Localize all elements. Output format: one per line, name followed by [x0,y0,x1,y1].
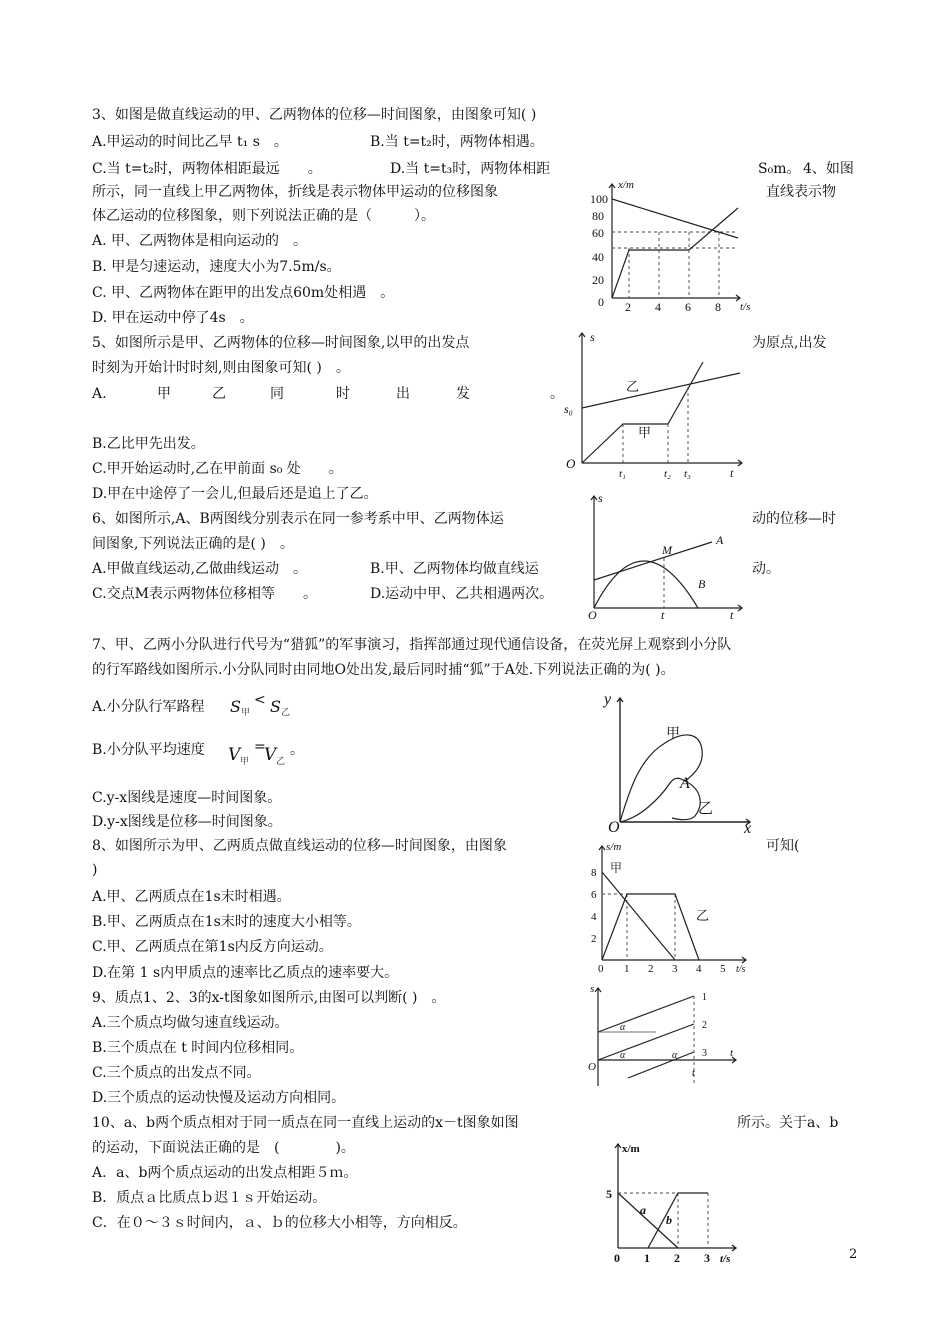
q4-ylabel: x/m [618,179,634,191]
q7-origin: O [608,819,620,834]
q9-t-mark: t [692,1068,695,1079]
q7-label-A: A [680,775,690,792]
q6-stem-right: 动的位移—时 [752,511,836,527]
q10-stem-left: 10、a、b两个质点相对于同一质点在同一直线上运动的x－t图象如图 [92,1115,519,1131]
q4-option-c: C. 甲、乙两物体在距甲的出发点60m处相遇 。 [92,285,395,301]
q10-stem-line2: 的运动，下面说法正确的是 ( )。 [92,1140,355,1156]
q5-stem-left: 5、如图所示是甲、乙两物体的位移—时间图象,以甲的出发点 [92,335,470,351]
q6-label-B: B [698,577,706,591]
q10-ytick-5: 5 [606,1187,612,1201]
q9-ylabel: s [590,983,595,995]
q4-ytick-0: 0 [598,295,604,309]
q7-option-a-s1: S [230,697,241,716]
q7-label-yi: 乙 [698,801,714,817]
q7-option-a-sub-yi: 乙 [281,708,291,718]
q4-option-d: D. 甲在运动中停了4s 。 [92,310,254,326]
q5-line-jia [582,362,703,463]
q8-xtick-5: 5 [720,963,726,975]
q3-option-c: C.当 t=t₂时，两物体相距最远 。 [92,161,322,177]
q8-xtick-4: 4 [696,963,702,975]
q8-ytick-8: 8 [591,867,597,879]
q6-label-A: A [716,533,724,547]
q4-xtick-6: 6 [685,300,691,314]
q9-option-b: B.三个质点在 t 时间内位移相同。 [92,1040,304,1056]
q8-label-yi: 乙 [696,908,710,923]
q5-option-a-A: A. [92,386,107,402]
q7-stem-line2: 的行军路线如图所示.小分队同时由同地O处出发,最后同时捕“狐”于A处.下列说法正确的为( )。 [92,662,675,678]
q4-xtick-4: 4 [655,300,661,314]
q6-line-A [594,542,712,580]
q6-option-b: B.甲、乙两物体均做直线运 [370,561,539,577]
q9-label-1: 1 [702,992,707,1003]
q7-option-b-v2: V [264,745,277,765]
q3-option-d: D.当 t=t₃时，两物体相距 [390,161,551,177]
q5-t2: t₂ [664,468,671,480]
q4-ytick-100: 100 [590,192,608,206]
q4-xtick-8: 8 [715,300,721,314]
q6-option-d: D.运动中甲、乙共相遇两次。 [370,586,554,602]
q4-option-a: A. 甲、乙两物体是相向运动的 。 [92,233,308,249]
q5-xlabel: t [730,466,734,480]
q9-line-2 [598,1024,694,1060]
q5-option-a-c4: 时 [336,386,350,402]
q10-xtick-2: 2 [674,1251,680,1265]
q10-xtick-3: 3 [704,1251,710,1265]
q8-stem-line2: ) [92,862,98,878]
q9-alpha-1: α [620,1022,626,1033]
q5-stem-right: 为原点,出发 [752,335,827,351]
q10-label-a: a [640,1203,646,1217]
q10-xtick-0: 0 [614,1251,620,1265]
q7-option-a: A.小分队行军路程 [92,699,205,715]
q10-option-c: C．在０～３ｓ时间内，ａ、ｂ的位移大小相等，方向相反。 [92,1215,467,1231]
q5-figure [560,325,750,483]
q9-figure [586,982,746,1094]
q8-line-yi [602,894,699,960]
q4-ytick-40: 40 [592,250,604,264]
q8-option-b: B.甲、乙两质点在1s末时的速度大小相等。 [92,914,361,930]
q6-option-b-end: 动。 [752,561,780,577]
q6-ylabel: s [598,491,603,505]
q10-option-b: B．质点ａ比质点ｂ迟１ｓ开始运动。 [92,1190,327,1206]
q5-ylabel: s [590,330,595,344]
q5-option-c: C.甲开始运动时,乙在甲前面 s₀ 处 。 [92,461,343,477]
q9-option-d: D.三个质点的运动快慢及运动方向相同。 [92,1090,346,1106]
q5-line-yi [582,373,740,408]
q4-xlabel: t/s [740,301,751,313]
q10-label-b: b [666,1213,672,1227]
q5-option-a-end: 。 [550,386,564,402]
q7-stem-line1: 7、甲、乙两小分队进行代号为“猎狐”的军事演习，指挥部通过现代通信设备，在荧光屏上观察到小分队 [92,637,732,653]
q4-ytick-60: 60 [592,226,604,240]
q7-ylabel: y [604,691,612,708]
q7-option-a-op: < [254,692,266,708]
q4-number: 4、如图 [803,161,854,177]
q10-option-a: A．a、b两个质点运动的出发点相距５ｍ。 [92,1165,358,1181]
q5-stem-line2: 时刻为开始计时时刻,则由图象可知( ) 。 [92,360,350,376]
q9-label-3: 3 [702,1048,707,1059]
q5-t3: t₃ [684,468,691,480]
q10-xlabel: t/s [720,1253,731,1265]
q6-label-M: M [662,543,672,557]
q10-figure [596,1138,746,1272]
q4-option-b: B. 甲是匀速运动，速度大小为7.5m/s。 [92,259,341,275]
q5-label-yi: 乙 [626,379,640,394]
q8-xtick-3: 3 [672,963,678,975]
q8-ytick-4: 4 [591,911,597,923]
q5-s0: s₀ [564,402,573,416]
q10-xtick-1: 1 [644,1251,650,1265]
q5-t1: t₁ [619,468,626,480]
q7-figure [600,688,760,834]
q8-stem-right: 可知( [766,838,800,854]
q5-option-b: B.乙比甲先出发。 [92,436,205,452]
q3-option-b: B.当 t=t₂时，两物体相遇。 [370,134,544,150]
q5-option-a-c5: 出 [396,386,410,402]
q4-figure [588,168,768,316]
q10-ylabel: x/m [622,1143,640,1155]
q8-figure [588,838,758,976]
q6-stem-left: 6、如图所示,A、B两图线分别表示在同一参考系中甲、乙两物体运 [92,511,504,527]
q6-option-c: C.交点M表示两物体位移相等 。 [92,586,317,602]
q7-option-b-sub-yi: 乙 [276,757,286,767]
q5-option-a-c3: 同 [270,386,284,402]
q5-option-a-c2: 乙 [212,386,226,402]
q7-xlabel: x [744,820,752,834]
q8-xlabel: t/s [736,964,746,975]
q8-line-jia [602,872,675,960]
q4-xtick-2: 2 [625,300,631,314]
q8-ytick-2: 2 [591,933,597,945]
q9-stem: 9、质点1、2、3的x-t图象如图所示,由图可以判断( ) 。 [92,990,446,1006]
q8-ytick-6: 6 [591,889,597,901]
q7-curve-jia [620,735,702,822]
q8-xtick-1: 1 [624,963,630,975]
q4-ytick-20: 20 [592,273,604,287]
q9-origin: O [588,1061,596,1073]
q10-stem-right: 所示。关于a、b [737,1115,839,1131]
q7-label-jia: 甲 [666,727,680,742]
q7-option-b-op: = [254,739,266,755]
q6-origin: O [588,608,597,620]
q9-line-3 [628,1052,694,1078]
q8-ylabel: s/m [606,841,622,853]
q7-option-c: C.y-x图线是速度—时间图象。 [92,790,282,806]
q7-option-d: D.y-x图线是位移—时间图象。 [92,814,282,830]
q5-origin: O [566,456,576,471]
q8-label-jia: 甲 [610,861,623,875]
q5-label-jia: 甲 [638,425,652,440]
q9-line-1 [598,996,694,1032]
q3-stem: 3、如图是做直线运动的甲、乙两物体的位移—时间图象，由图象可知( ) [92,107,537,123]
q7-option-a-s2: S [270,697,281,716]
q7-option-a-sub-jia: 甲 [241,708,251,718]
q3-option-a: A.甲运动的时间比乙早 t₁ s 。 [92,134,288,150]
page-number: 2 [849,1247,858,1262]
q3-option-d-end: S₀m。 [758,161,801,177]
q6-curve-B [594,561,698,608]
q4-stem-right: 直线表示物 [766,184,836,200]
q8-option-d: D.在第 1 s内甲质点的速率比乙质点的速率要大。 [92,965,399,981]
q6-stem-line2: 间图象,下列说法正确的是( ) 。 [92,536,294,552]
q6-xlabel: t [730,608,734,620]
q9-alpha-3: α [672,1050,678,1061]
q9-option-a: A.三个质点均做匀速直线运动。 [92,1015,289,1031]
q5-option-a-c6: 发 [456,386,470,402]
q5-option-d: D.甲在中途停了一会儿,但最后还是追上了乙。 [92,486,378,502]
q9-alpha-2: α [620,1050,626,1061]
q6-figure [580,490,750,620]
q7-option-b-v1: V [228,745,241,765]
q7-option-b-end: 。 [290,742,304,758]
q8-ytick-0: 0 [598,963,604,975]
q7-option-b: B.小分队平均速度 [92,742,205,758]
q8-option-c: C.甲、乙两质点在第1s内反方向运动。 [92,939,333,955]
q8-option-a: A.甲、乙两质点在1s末时相遇。 [92,889,291,905]
q5-option-a-c1: 甲 [157,386,171,402]
q8-xtick-2: 2 [648,963,654,975]
q9-xlabel: t [730,1047,734,1059]
q6-option-a: A.甲做直线运动,乙做曲线运动 。 [92,561,308,577]
q4-stem-line2: 体乙运动的位移图象，则下列说法正确的是（ ）。 [92,208,435,224]
q7-option-b-sub-jia: 甲 [240,757,250,767]
q8-stem-left: 8、如图所示为甲、乙两质点做直线运动的位移—时间图象，由图象 [92,838,507,854]
q6-t: t [661,608,665,620]
q4-stem-left: 所示，同一直线上甲乙两物体，折线是表示物体甲运动的位移图象 [92,184,498,200]
q9-label-2: 2 [702,1020,707,1031]
q9-option-c: C.三个质点的出发点不同。 [92,1065,261,1081]
q4-ytick-80: 80 [592,209,604,223]
